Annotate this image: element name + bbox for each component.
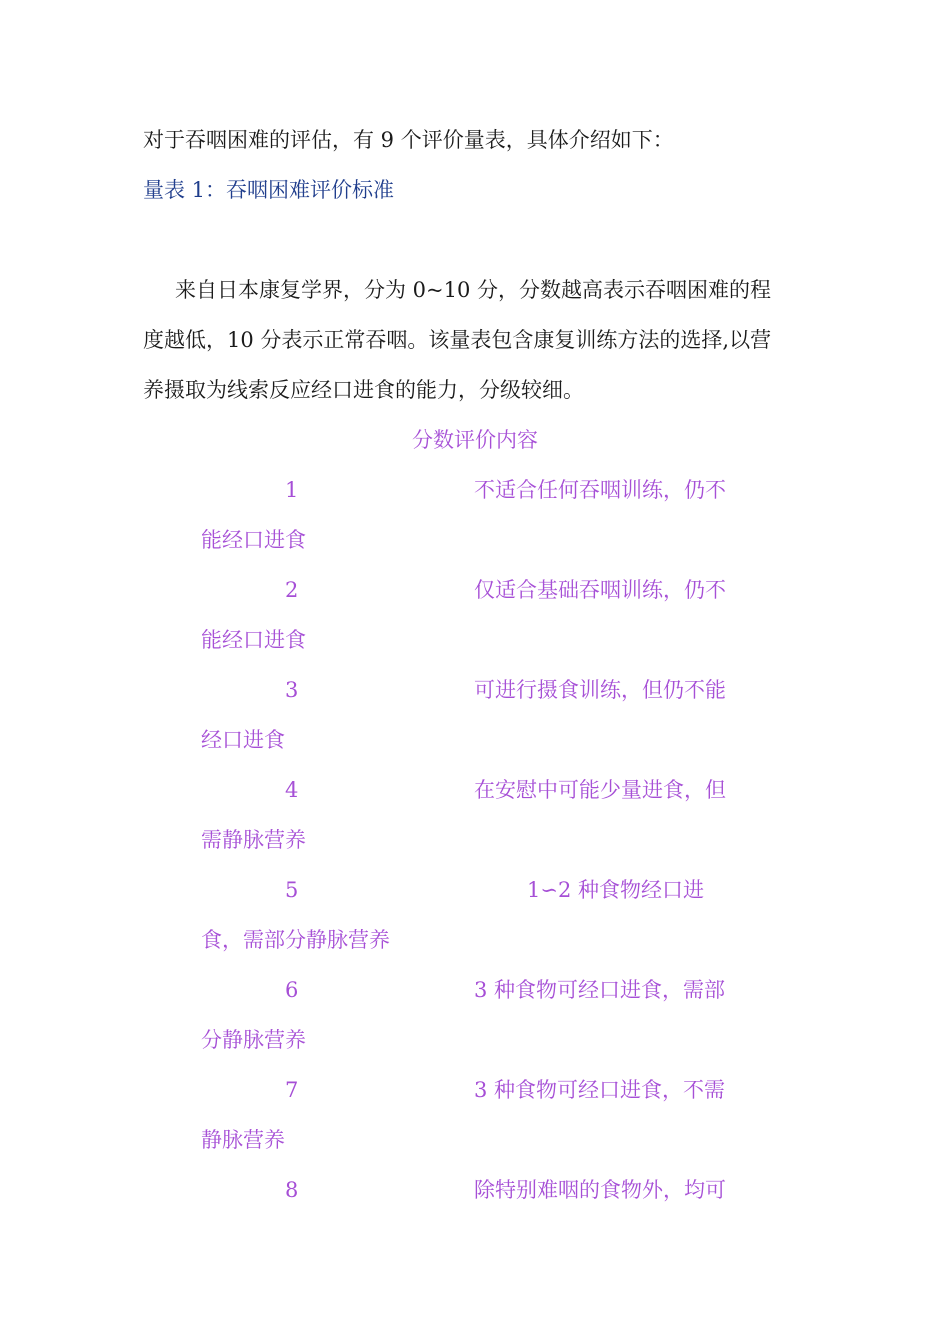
scale-heading: 量表 1：吞咽困难评价标准 xyxy=(143,178,395,202)
score-description: 除特别难咽的食物外，均可 xyxy=(474,1178,726,1202)
score-value: 1 xyxy=(285,478,299,502)
score-description: 3 种食物可经口进食，不需 xyxy=(474,1078,726,1102)
score-description: 仅适合基础吞咽训练，仍不 xyxy=(474,578,726,602)
score-value: 7 xyxy=(285,1078,299,1102)
score-description: 在安慰中可能少量进食，但 xyxy=(474,778,726,802)
table-header: 分数评价内容 xyxy=(412,428,538,452)
score-value: 4 xyxy=(285,778,299,802)
score-description-continued: 经口进食 xyxy=(201,728,285,752)
paragraph-line: 来自日本康复学界，分为 0~10 分，分数越高表示吞咽困难的程 xyxy=(175,278,772,302)
score-description-continued: 静脉营养 xyxy=(201,1128,285,1152)
score-description-continued: 食，需部分静脉营养 xyxy=(201,928,390,952)
score-value: 6 xyxy=(285,978,299,1002)
score-value: 3 xyxy=(285,678,299,702)
score-value: 5 xyxy=(285,878,299,902)
score-description: 可进行摄食训练，但仍不能 xyxy=(474,678,726,702)
score-description-continued: 需静脉营养 xyxy=(201,828,306,852)
paragraph-line: 度越低，10 分表示正常吞咽。该量表包含康复训练方法的选择,以营 xyxy=(143,328,772,352)
score-description: 不适合任何吞咽训练，仍不 xyxy=(474,478,726,502)
paragraph-line: 养摄取为线索反应经口进食的能力，分级较细。 xyxy=(143,378,584,402)
score-description: 3 种食物可经口进食，需部 xyxy=(474,978,726,1002)
intro-text: 对于吞咽困难的评估，有 9 个评价量表，具体介绍如下： xyxy=(143,128,674,152)
score-value: 2 xyxy=(285,578,299,602)
score-description-continued: 分静脉营养 xyxy=(201,1028,306,1052)
score-description: 1∽2 种食物经口进 xyxy=(527,878,704,902)
score-description-continued: 能经口进食 xyxy=(201,628,306,652)
score-value: 8 xyxy=(285,1178,299,1202)
score-description-continued: 能经口进食 xyxy=(201,528,306,552)
